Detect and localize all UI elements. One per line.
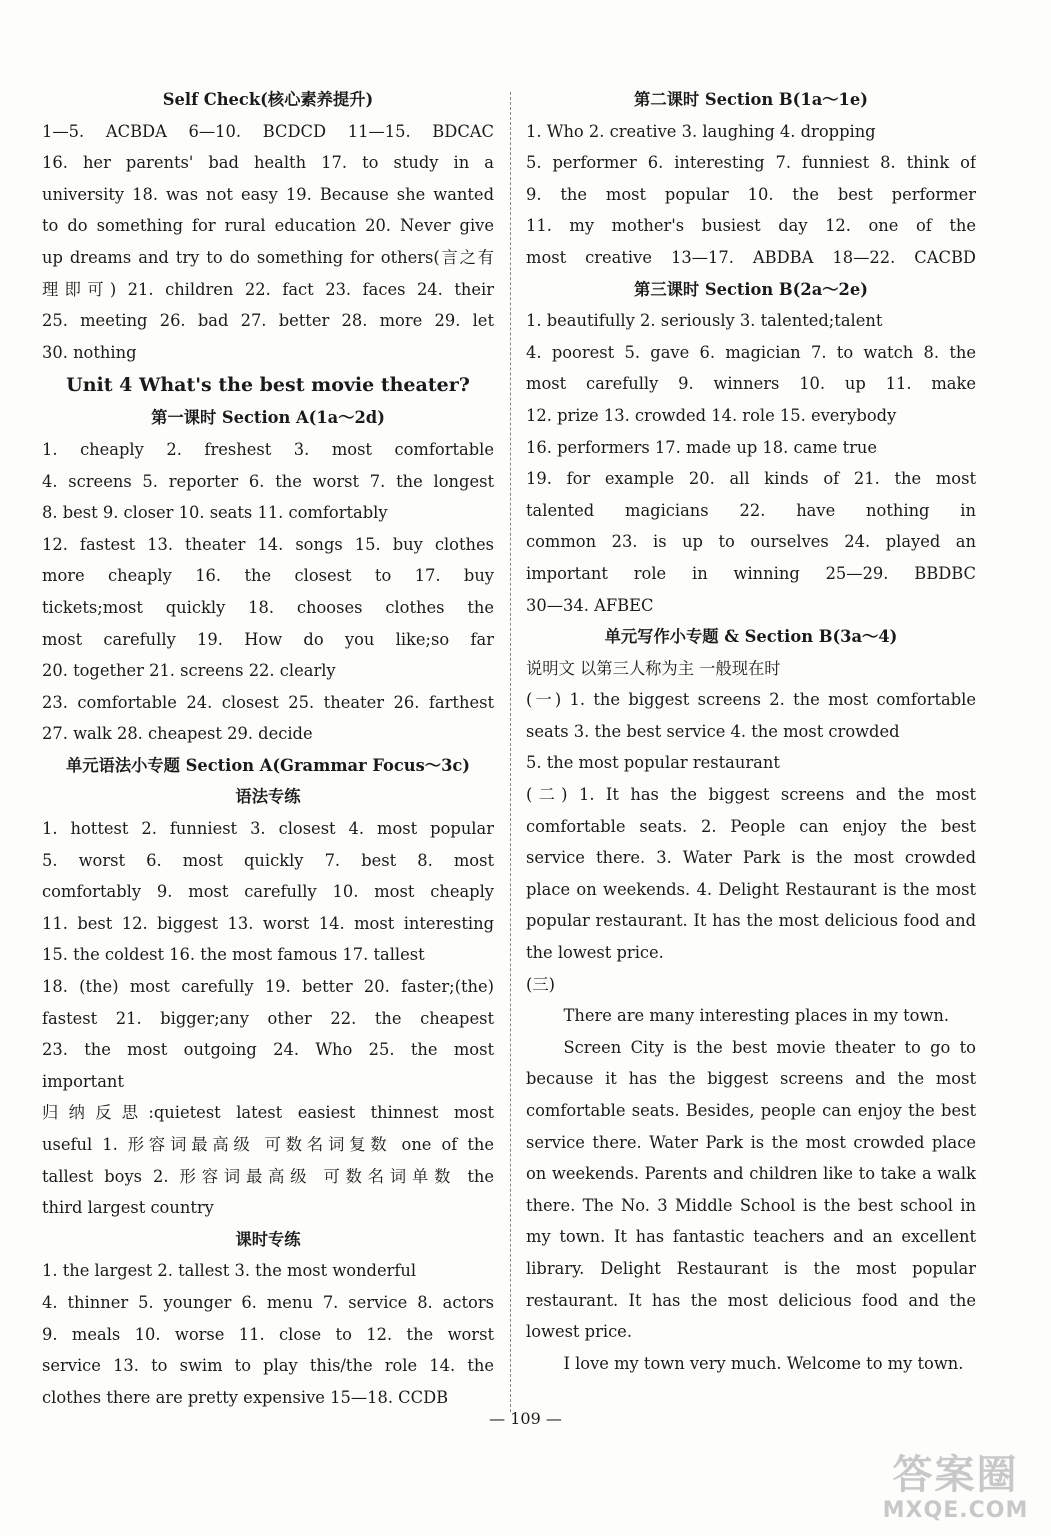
section-heading: Self Check(核心素养提升) bbox=[162, 90, 374, 109]
answer-line: important bbox=[42, 1071, 124, 1091]
answer-line: 说明文 以第三人称为主 一般现在时 bbox=[526, 658, 781, 678]
answer-line: university 18. was not easy 19. Because she wanted bbox=[42, 184, 494, 204]
answer-line: 11. best 12. biggest 13. worst 14. most interesting bbox=[42, 913, 494, 933]
answer-line: seats 3. the best service 4. the most crowded bbox=[526, 721, 900, 741]
answer-line: 27. walk 28. cheapest 29. decide bbox=[42, 724, 313, 744]
section-heading: 课时专练 bbox=[235, 1229, 301, 1249]
left-column bbox=[42, 84, 494, 1413]
answer-line: 5. worst 6. most quickly 7. best 8. most bbox=[42, 850, 494, 870]
answer-block: (二) 1. It has the biggest screens and the most comfortable seats. 2. People can enjoy the best service there. 3. Water Park is the most crowded place on weekends. 4. Delight Restaurant is the most popular restaurant. It has the most delicious food and the lowest price. bbox=[526, 785, 976, 963]
answer-line: (三) bbox=[526, 974, 555, 994]
answer-line: up dreams and try to do something for others(言之有 bbox=[42, 247, 494, 267]
answer-line: 4. poorest 5. gave 6. magician 7. to watch 8. the bbox=[526, 342, 976, 362]
answer-line: 30—34. AFBEC bbox=[526, 595, 654, 615]
answer-line: 9. meals 10. worse 11. close to 12. the worst bbox=[42, 1324, 494, 1344]
watermark-bottom-text: MXQE.COM bbox=[882, 1498, 1029, 1523]
answer-line: 15. the coldest 16. the most famous 17. tallest bbox=[42, 945, 425, 965]
answer-line: 1. Who 2. creative 3. laughing 4. dropping bbox=[526, 121, 876, 141]
answer-line: most creative 13—17. ABDBA 18—22. CACBD bbox=[526, 247, 976, 267]
answer-line: to do something for rural education 20. Never give bbox=[42, 216, 494, 236]
answer-line: tallest boys 2. 形容词最高级 可数名词单数 the bbox=[42, 1166, 494, 1186]
answer-line: 23. the most outgoing 24. Who 25. the most bbox=[42, 1040, 494, 1060]
answer-line: tickets;most quickly 18. chooses clothes the bbox=[42, 597, 494, 617]
section-heading: 单元语法小专题 Section A(Grammar Focus～3c) bbox=[65, 755, 471, 775]
answer-line: 23. comfortable 24. closest 25. theater 26. farthest bbox=[42, 692, 494, 712]
answer-line: fastest 21. bigger;any other 22. the cheapest bbox=[42, 1008, 494, 1028]
answer-line: 19. for example 20. all kinds of 21. the most bbox=[526, 469, 976, 489]
answer-line: most carefully 19. How do you like;so far bbox=[42, 629, 494, 649]
answer-line: 5. the most popular restaurant bbox=[526, 753, 780, 773]
answer-line: clothes there are pretty expensive 15—18. CCDB bbox=[42, 1387, 449, 1407]
section-heading: 单元写作小专题 & Section B(3a～4) bbox=[604, 627, 898, 647]
answer-line: 18. (the) most carefully 19. better 20. faster;(the) bbox=[42, 977, 494, 997]
answer-line: 1. beautifully 2. seriously 3. talented;talent bbox=[526, 311, 883, 331]
answer-line: common 23. is up to ourselves 24. played an bbox=[526, 532, 976, 552]
answer-line: 4. thinner 5. younger 6. menu 7. service 8. actors bbox=[42, 1292, 494, 1312]
section-heading: 第三课时 Section B(2a～2e) bbox=[634, 279, 868, 299]
answer-line: service 13. to swim to play this/the role 14. the bbox=[42, 1356, 494, 1376]
column-divider bbox=[510, 92, 511, 1412]
answer-line: 5. performer 6. interesting 7. funniest 8. think of bbox=[526, 153, 976, 173]
answer-line: useful 1. 形容词最高级 可数名词复数 one of the bbox=[42, 1135, 494, 1154]
answer-line: 理即可) 21. children 22. fact 23. faces 24. their bbox=[42, 279, 494, 299]
answer-line: 4. screens 5. reporter 6. the worst 7. the longest bbox=[42, 471, 494, 491]
answer-line: 8. best 9. closer 10. seats 11. comfortably bbox=[42, 503, 388, 523]
essay-paragraph: I love my town very much. Welcome to my town. bbox=[563, 1353, 964, 1373]
answer-line: 11. my mother's busiest day 12. one of the bbox=[526, 216, 976, 236]
answer-line: 1. hottest 2. funniest 3. closest 4. most popular bbox=[42, 819, 494, 839]
answer-line: more cheaply 16. the closest to 17. buy bbox=[42, 566, 494, 586]
answer-line: 1—5. ACBDA 6—10. BCDCD 11—15. BDCAC bbox=[42, 121, 494, 141]
answer-line: talented magicians 22. have nothing in bbox=[526, 500, 976, 520]
answer-line: 30. nothing bbox=[42, 342, 137, 362]
watermark-logo bbox=[868, 1452, 1043, 1532]
essay-paragraph: Screen City is the best movie theater to go to because it has the biggest screens and the most comfortable seats. Besides, people can enjoy the best service there. Water Park is the most crowded place on weekends. Parents and children like to take a walk there. The No. 3 Middle School is the best school in my town. It has fantastic teachers and an excellent library. Delight Restaurant is the most popular restaurant. It has the most delicious food and the lowest price. bbox=[526, 1037, 976, 1342]
answer-line: 1. cheaply 2. freshest 3. most comfortable bbox=[42, 439, 494, 459]
page-number: — 109 — bbox=[489, 1409, 562, 1428]
essay-paragraph: There are many interesting places in my town. bbox=[563, 1006, 950, 1026]
answer-line: (一) 1. the biggest screens 2. the most comfortable bbox=[526, 690, 976, 710]
answer-line: 12. prize 13. crowded 14. role 15. everybody bbox=[526, 405, 897, 425]
section-heading: 第二课时 Section B(1a～1e) bbox=[634, 90, 868, 109]
section-heading: 第一课时 Section A(1a～2d) bbox=[151, 408, 385, 428]
watermark-top-text: 答案圈 bbox=[892, 1452, 1019, 1498]
answer-line: 16. performers 17. made up 18. came true bbox=[526, 437, 878, 457]
answer-line: 20. together 21. screens 22. clearly bbox=[42, 661, 336, 681]
right-column bbox=[526, 84, 976, 1379]
section-heading: 语法专练 bbox=[235, 787, 301, 807]
answer-line: 1. the largest 2. tallest 3. the most wonderful bbox=[42, 1261, 417, 1281]
answer-line: important role in winning 25—29. BBDBC bbox=[526, 563, 976, 583]
answer-line: 25. meeting 26. bad 27. better 28. more 29. let bbox=[42, 311, 494, 331]
answer-line: 16. her parents' bad health 17. to study in a bbox=[42, 153, 494, 173]
unit-title: Unit 4 What's the best movie theater? bbox=[66, 374, 470, 397]
answer-line: 12. fastest 13. theater 14. songs 15. buy clothes bbox=[42, 534, 494, 554]
answer-line: third largest country bbox=[42, 1198, 214, 1218]
answer-line: comfortably 9. most carefully 10. most cheaply bbox=[42, 882, 494, 902]
answer-line: most carefully 9. winners 10. up 11. make bbox=[526, 374, 976, 394]
answer-line: 归纳反思:quietest latest easiest thinnest most bbox=[42, 1103, 494, 1123]
answer-line: 9. the most popular 10. the best performer bbox=[526, 184, 976, 204]
